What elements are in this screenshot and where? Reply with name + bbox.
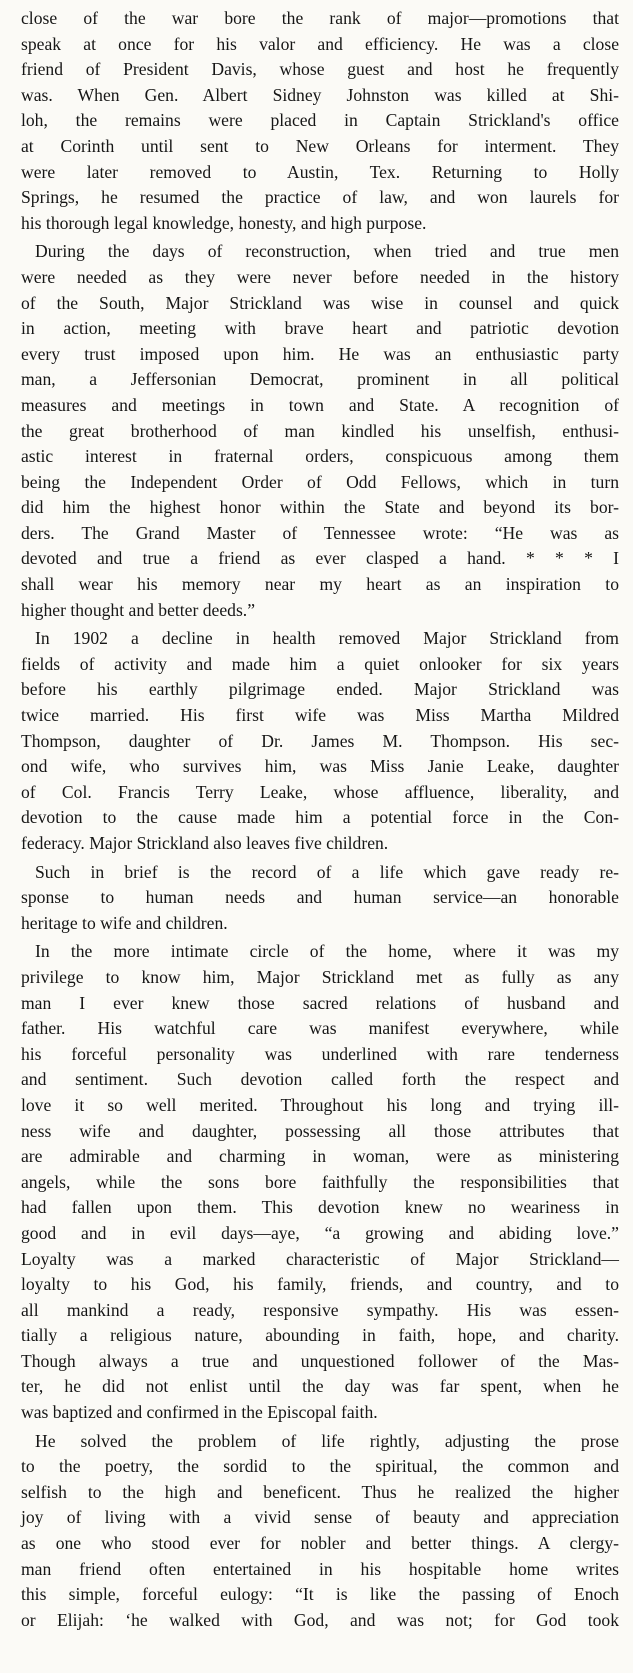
- text-line: were needed as they were never before needed in the history: [21, 266, 619, 287]
- text-line: loyalty to his God, his family, friends, and country, and to: [21, 1274, 619, 1295]
- text-line: federacy. Major Strickland also leaves five children.: [21, 833, 389, 853]
- text-line: devotion to the cause made him a potential force in the Con-: [21, 807, 619, 828]
- text-line: did him the highest honor within the State and beyond its bor-: [21, 497, 619, 518]
- text-line: tially a religious nature, abounding in faith, hope, and charity.: [21, 1325, 619, 1346]
- text-line: this simple, forceful eulogy: “It is like the passing of Enoch: [21, 1584, 619, 1605]
- text-line: During the days of reconstruction, when tried and true men: [35, 241, 619, 262]
- text-line: were later removed to Austin, Tex. Returning to Holly: [21, 161, 619, 182]
- text-line: all mankind a ready, responsive sympathy. His was essen-: [21, 1299, 619, 1320]
- text-line: ter, he did not enlist until the day was far spent, when he: [21, 1376, 619, 1397]
- text-line: his forceful personality was underlined with rare tenderness: [21, 1043, 619, 1064]
- text-line: was. When Gen. Albert Sidney Johnston was killed at Shi-: [21, 84, 619, 105]
- text-line: man I ever knew those sacred relations of husband and: [21, 992, 619, 1013]
- text-line: Thompson, daughter of Dr. James M. Thompson. His sec-: [21, 730, 619, 751]
- text-line: was baptized and confirmed in the Episcopal faith.: [21, 1402, 378, 1423]
- text-line: close of the war bore the rank of major—promotions that: [21, 8, 619, 28]
- text-line: ness wife and daughter, possessing all those attributes that: [21, 1120, 619, 1141]
- text-line: In 1902 a decline in health removed Major Strickland from: [35, 628, 619, 649]
- text-line: devoted and true a friend as ever clasped a hand. * * * I: [21, 548, 619, 569]
- paragraph: [21, 239, 619, 623]
- text-line: ond wife, who survives him, was Miss Janie Leake, daughter: [21, 756, 619, 777]
- text-line: before his earthly pilgrimage ended. Major Strickland was: [21, 679, 619, 700]
- text-line: father. His watchful care was manifest everywhere, while: [21, 1018, 619, 1039]
- text-line: ders. The Grand Master of Tennessee wrote: “He was as: [21, 522, 619, 543]
- text-line: measures and meetings in town and State. A recognition of: [21, 394, 619, 415]
- text-line: privilege to know him, Major Strickland met as fully as any: [21, 966, 619, 987]
- text-line: Though always a true and unquestioned follower of the Mas-: [21, 1350, 619, 1371]
- text-line: or Elijah: ‘he walked with God, and was not; for God took: [21, 1609, 619, 1630]
- text-line: are admirable and charming in woman, were as ministering: [21, 1146, 619, 1167]
- text-line: good and in evil days—aye, “a growing and abiding love.”: [21, 1222, 619, 1243]
- text-line: He solved the problem of life rightly, adjusting the prose: [35, 1430, 619, 1451]
- text-line: to the poetry, the sordid to the spiritual, the common and: [21, 1456, 619, 1477]
- text-line: sponse to human needs and human service—an honorable: [21, 887, 619, 908]
- paragraph: [21, 939, 619, 1425]
- text-line: his thorough legal knowledge, honesty, and high purpose.: [21, 212, 427, 233]
- text-line: in action, meeting with brave heart and patriotic devotion: [21, 318, 619, 339]
- text-line: had fallen upon them. This devotion knew no weariness in: [21, 1197, 619, 1218]
- text-line: Such in brief is the record of a life which gave ready re-: [35, 861, 619, 882]
- text-line: every trust imposed upon him. He was an enthusiastic party: [21, 343, 619, 364]
- paragraph: [21, 1429, 619, 1634]
- text-line: In the more intimate circle of the home, where it was my: [35, 941, 619, 962]
- text-line: angels, while the sons bore faithfully the responsibilities that: [21, 1171, 619, 1192]
- article-body: [21, 6, 619, 1633]
- paragraph: [21, 860, 619, 937]
- text-line: heritage to wife and children.: [21, 912, 228, 933]
- text-line: higher thought and better deeds.”: [21, 599, 256, 620]
- text-line: and sentiment. Such devotion called forth the respect and: [21, 1069, 619, 1090]
- text-line: as one who stood ever for nobler and better things. A clergy-: [21, 1533, 619, 1554]
- text-line: joy of living with a vivid sense of beauty and appreciation: [21, 1507, 619, 1528]
- paragraph: [21, 626, 619, 856]
- text-line: Loyalty was a marked characteristic of Major Strickland—: [21, 1248, 619, 1269]
- text-line: Springs, he resumed the practice of law, and won laurels for: [21, 187, 619, 208]
- text-line: friend of President Davis, whose guest and host he frequently: [21, 59, 619, 80]
- text-line: love it so well merited. Throughout his long and trying ill-: [21, 1094, 619, 1115]
- text-line: being the Independent Order of Odd Fellows, which in turn: [21, 471, 619, 492]
- text-line: the great brotherhood of man kindled his unselfish, enthusi-: [21, 420, 619, 441]
- text-line: man, a Jeffersonian Democrat, prominent in all political: [21, 369, 619, 390]
- text-line: astic interest in fraternal orders, conspicuous among them: [21, 446, 619, 467]
- text-line: twice married. His first wife was Miss Martha Mildred: [21, 705, 619, 726]
- text-line: at Corinth until sent to New Orleans for interment. They: [21, 135, 619, 156]
- text-line: fields of activity and made him a quiet onlooker for six years: [21, 653, 619, 674]
- text-line: speak at once for his valor and efficiency. He was a close: [21, 33, 619, 54]
- text-line: of Col. Francis Terry Leake, whose affluence, liberality, and: [21, 781, 619, 802]
- text-line: loh, the remains were placed in Captain Strickland's office: [21, 110, 619, 131]
- text-line: of the South, Major Strickland was wise in counsel and quick: [21, 292, 619, 313]
- text-line: man friend often entertained in his hospitable home writes: [21, 1558, 619, 1579]
- text-line: selfish to the high and beneficent. Thus he realized the higher: [21, 1481, 619, 1502]
- text-line: shall wear his memory near my heart as an inspiration to: [21, 574, 619, 595]
- paragraph: [21, 6, 619, 236]
